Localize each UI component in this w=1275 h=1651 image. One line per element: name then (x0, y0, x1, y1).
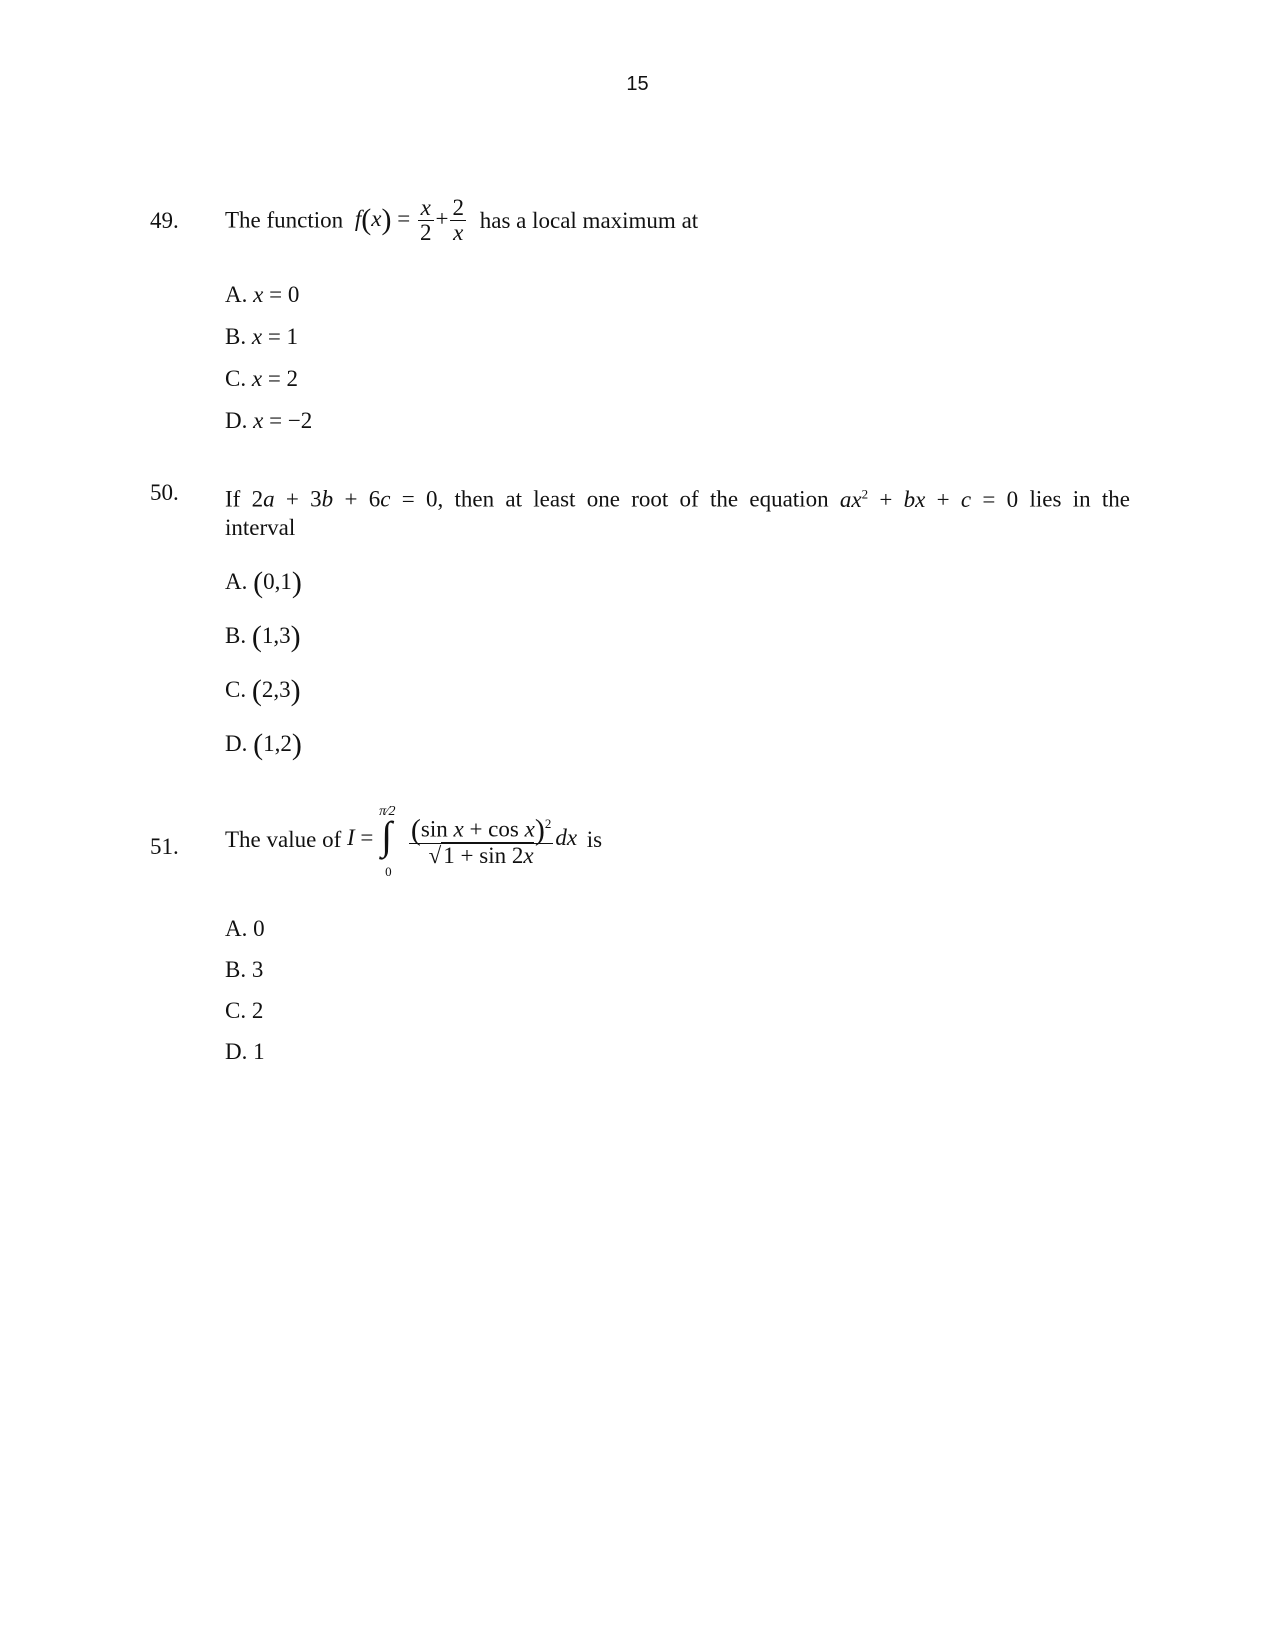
stem-line-2: interval (225, 514, 296, 540)
question-stem (225, 480, 1130, 542)
stem-prefix: The function (225, 207, 344, 233)
question-50 (150, 480, 1130, 770)
page-number: 15 (626, 73, 649, 95)
option-a[interactable]: A. 0 (225, 916, 265, 941)
option-a[interactable]: A. x = 0 (225, 282, 300, 307)
stem-suffix: is (586, 827, 603, 852)
question-number: 51. (150, 834, 179, 859)
option-b[interactable]: B. 3 (225, 957, 264, 982)
option-b[interactable]: B. x = 1 (225, 324, 299, 349)
equation-formula: $ax^2$ + bx + c = 0 (839, 486, 1019, 512)
option-d[interactable]: D. 1 (225, 1039, 265, 1064)
option-c[interactable]: C. (2,3) (225, 674, 301, 707)
option-d[interactable]: D. x = −2 (225, 408, 313, 433)
question-number: 49. (150, 208, 179, 233)
question-stem (225, 804, 1130, 879)
stem-line-1: If 2a + 3b + 6c = 0, then at least one root of the equation $ax^2$ + bx + c = 0 lies in the (225, 486, 1130, 512)
option-c[interactable]: C. x = 2 (225, 366, 299, 391)
question-stem (225, 196, 1130, 245)
condition-formula: 2a + 3b + 6c = 0 (251, 486, 438, 512)
question-51 (150, 804, 1130, 1080)
function-formula: f(x) = $\frac{x}{2}$ + $\frac{2}{x}$ (354, 195, 464, 245)
question-49 (150, 196, 1130, 446)
option-b[interactable]: B. (1,3) (225, 620, 301, 653)
integral-formula: I = π⁄2 ∫ 0 $\frac{(\sin x + \cos x)^2}{√1 + \sin 2x}$ dx (346, 804, 578, 879)
question-number: 50. (150, 480, 179, 505)
option-d[interactable]: D. (1,2) (225, 728, 302, 761)
option-a[interactable]: A. (0,1) (225, 566, 302, 599)
stem-suffix: has a local maximum at (479, 207, 699, 233)
integral-icon: π⁄2 ∫ 0 (379, 804, 396, 879)
option-c[interactable]: C. 2 (225, 998, 264, 1023)
stem-prefix: The value of (225, 827, 342, 852)
